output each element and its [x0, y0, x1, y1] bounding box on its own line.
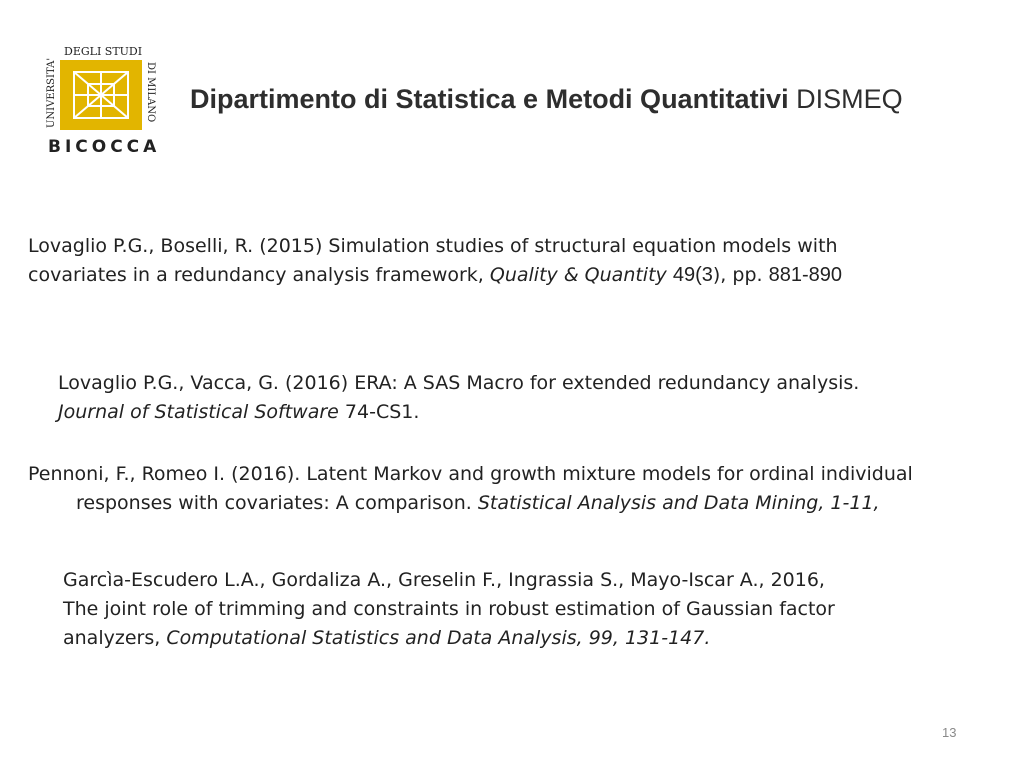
page-number: 13 — [942, 725, 957, 740]
reference-1-issue: (3 — [695, 264, 713, 286]
reference-1-journal: Quality & Quantity — [489, 264, 667, 286]
reference-1 — [28, 232, 988, 290]
reference-1-line2: covariates in a redundancy analysis framework, Quality & Quantity 49(3), pp. 881-890 — [28, 264, 842, 286]
reference-2-line1: Lovaglio P.G., Vacca, G. (2016) ERA: A SAS Macro for extended redundancy analysis. — [58, 372, 860, 394]
logo-text-top: DEGLI STUDI — [64, 45, 143, 58]
reference-2 — [58, 369, 988, 427]
department-title — [190, 84, 903, 115]
reference-1-pages: 881-890 — [768, 264, 842, 286]
reference-4-line2: The joint role of trimming and constraints in robust estimation of Gaussian factor — [63, 598, 835, 620]
logo-text-left: UNIVERSITA' — [46, 57, 57, 128]
reference-4-journal: Computational Statistics and Data Analysis, 99, 131-147. — [166, 627, 711, 649]
reference-2-details: 74-CS1. — [344, 401, 420, 423]
reference-3-line1: Pennoni, F., Romeo I. (2016). Latent Markov and growth mixture models for ordinal individual — [28, 463, 913, 485]
reference-2-line2 — [58, 398, 988, 427]
reference-2-journal: Journal of Statistical Software — [58, 401, 339, 423]
logo-emblem — [74, 72, 128, 118]
university-logo — [40, 42, 162, 156]
reference-3-journal: Statistical Analysis and Data Mining, 1-11, — [477, 492, 880, 514]
reference-4-line3: analyzers, Computational Statistics and Data Analysis, 99, 131-147. — [63, 627, 711, 649]
reference-1-line1: Lovaglio P.G., Boselli, R. (2015) Simulation studies of structural equation models with — [28, 235, 838, 257]
reference-4 — [63, 566, 963, 653]
reference-3 — [28, 460, 1018, 518]
reference-1-pages-label: ), pp. — [712, 264, 763, 286]
reference-1-volume: 49 — [672, 264, 696, 286]
reference-4-line1: Garcìa-Escudero L.A., Gordaliza A., Greselin F., Ingrassia S., Mayo-Iscar A., 2016, — [63, 569, 825, 591]
department-abbr: DISMEQ — [796, 84, 903, 114]
logo-text-right: DI MILANO — [145, 62, 156, 123]
department-name: Dipartimento di Statistica e Metodi Quantitativi — [190, 84, 789, 114]
reference-3-line2: responses with covariates: A comparison. Statistical Analysis and Data Mining, 1-11, — [76, 492, 880, 514]
logo-text-bottom: BICOCCA — [48, 137, 161, 156]
